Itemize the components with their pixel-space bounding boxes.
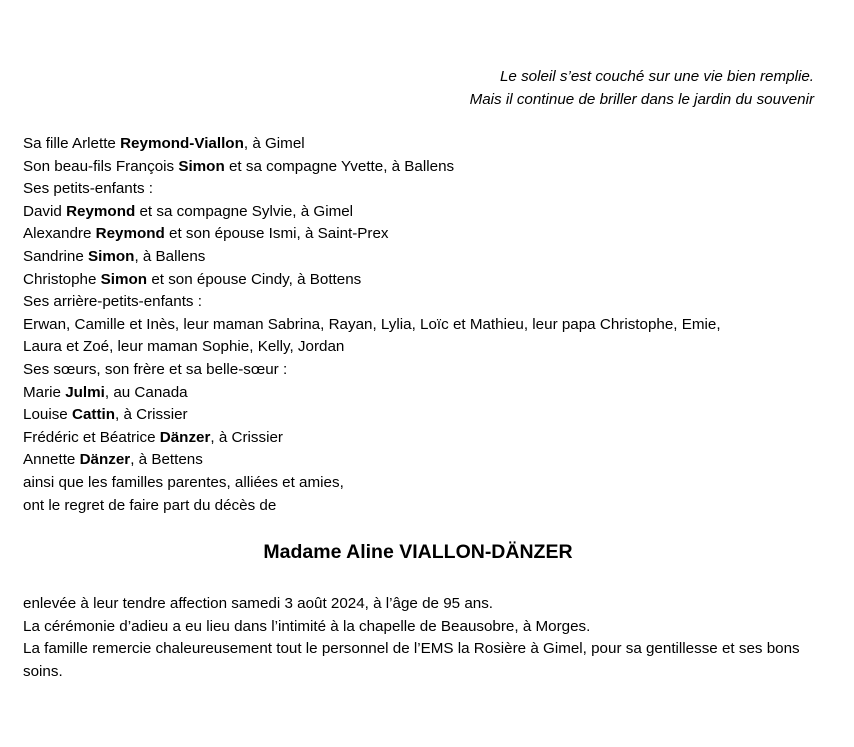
- family-line-text: , au Canada: [104, 383, 188, 401]
- family-line-text: David: [23, 202, 67, 220]
- family-line-text: Ses arrière-petits-enfants :: [23, 293, 202, 311]
- family-line-text: et sa compagne Yvette, à Ballens: [224, 157, 455, 175]
- family-surname: Dänzer: [79, 451, 131, 469]
- family-line-text: Erwan, Camille et Inès, leur maman Sabrina, Rayan, Lylia, Loïc et Mathieu, leur papa Christophe, Emie,: [23, 315, 721, 333]
- family-surname: Julmi: [65, 383, 105, 401]
- family-line: [23, 382, 823, 405]
- family-surname: Simon: [100, 270, 148, 288]
- family-heading: [23, 291, 823, 314]
- family-surname: Cattin: [71, 406, 116, 424]
- family-surname: Reymond: [66, 202, 136, 220]
- family-line-text: , à Bettens: [130, 451, 203, 469]
- family-line-text: Marie: [23, 383, 66, 401]
- family-line-text: Frédéric et Béatrice: [23, 428, 160, 446]
- family-heading: [23, 359, 823, 382]
- family-line-text: , à Ballens: [134, 247, 206, 265]
- family-surname: Reymond-Viallon: [120, 135, 244, 152]
- closing-line: La cérémonie d’adieu a eu lieu dans l’intimité à la chapelle de Beausobre, à Morges.: [23, 617, 591, 635]
- epigraph-line: Mais il continue de briller dans le jardin du souvenir: [469, 90, 814, 108]
- family-list: [23, 133, 823, 517]
- family-line: [23, 201, 823, 224]
- family-line: [23, 336, 823, 359]
- family-line: [23, 246, 823, 269]
- family-line-text: , à Crissier: [210, 428, 283, 446]
- family-line: [23, 495, 823, 518]
- closing-line: La famille remercie chaleureusement tout le personnel de l’EMS la Rosière à Gimel, pour sa gentillesse et ses bons soins.: [23, 640, 800, 680]
- family-line-text: Louise: [23, 406, 72, 424]
- family-line-text: Alexandre: [23, 225, 96, 243]
- family-line: [23, 133, 823, 156]
- family-line-text: Laura et Zoé, leur maman Sophie, Kelly, Jordan: [23, 338, 345, 356]
- family-line: [23, 404, 823, 427]
- family-line-text: Ses petits-enfants :: [23, 180, 154, 198]
- family-line-text: et son épouse Ismi, à Saint-Prex: [164, 225, 389, 243]
- family-surname: Dänzer: [159, 428, 211, 446]
- family-line: [23, 472, 823, 495]
- deceased-name: Madame Aline VIALLON-DÄNZER: [263, 541, 573, 563]
- family-line-text: Christophe: [23, 270, 101, 288]
- family-line-text: , à Crissier: [115, 406, 188, 424]
- family-line-text: et sa compagne Sylvie, à Gimel: [135, 202, 354, 220]
- family-line: [23, 156, 823, 179]
- family-line: [23, 427, 823, 450]
- family-line: [23, 449, 823, 472]
- family-line: [23, 223, 823, 246]
- family-surname: Reymond: [95, 225, 165, 243]
- family-line-text: ainsi que les familles parentes, alliées et amies,: [23, 473, 344, 491]
- closing-text: [23, 593, 823, 683]
- family-line-text: Annette: [23, 451, 80, 469]
- family-line-text: Son beau-fils François: [23, 157, 179, 175]
- family-line-text: Ses sœurs, son frère et sa belle-sœur :: [23, 360, 288, 378]
- closing-line: enlevée à leur tendre affection samedi 3 août 2024, à l’âge de 95 ans.: [23, 595, 494, 612]
- family-line: [23, 314, 823, 337]
- family-line-text: Sa fille Arlette: [23, 135, 121, 152]
- family-surname: Simon: [88, 247, 135, 265]
- family-line: [23, 269, 823, 292]
- epigraph: [470, 66, 814, 111]
- family-line-text: Sandrine: [23, 247, 89, 265]
- family-surname: Simon: [178, 157, 225, 175]
- family-line-text: et son épouse Cindy, à Bottens: [147, 270, 362, 288]
- family-line-text: ont le regret de faire part du décès de: [23, 496, 277, 514]
- family-heading: [23, 178, 823, 201]
- epigraph-line: Le soleil s’est couché sur une vie bien remplie.: [499, 68, 814, 85]
- family-line-text: , à Gimel: [243, 135, 305, 152]
